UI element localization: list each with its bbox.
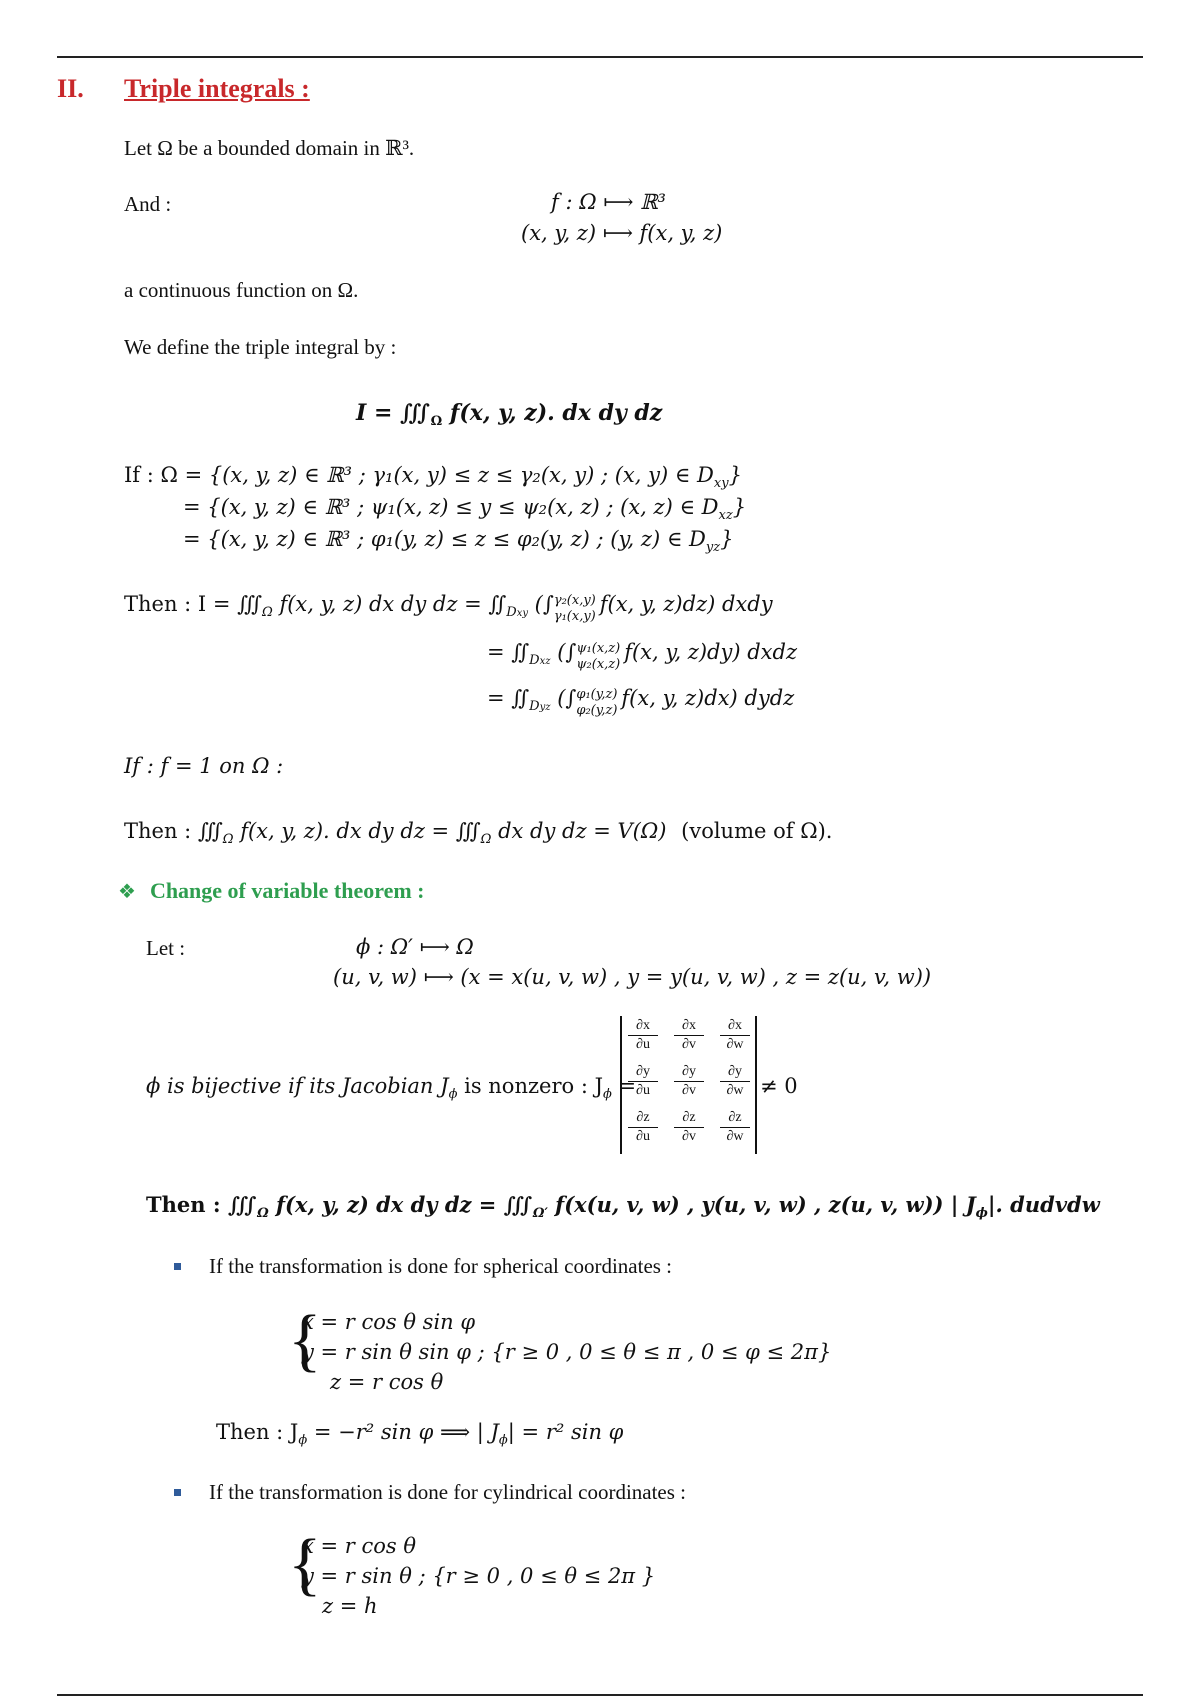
iterated-lim1-up: γ₂(x,y) [553, 593, 596, 608]
domain-set-1: {(x, y, z) ∈ ℝ³ ; γ₁(x, y) ≤ z ≤ γ₂(x, y) ; (x, y) ∈ D [208, 463, 714, 487]
iterated-limits-1 [554, 593, 596, 625]
definition-rhs: f(x, y, z). dx dy dz [449, 400, 663, 426]
change-map-line1: ϕ : Ω′ ⟼ Ω [356, 935, 474, 959]
bijective-sub: ϕ [448, 1087, 458, 1102]
domain-set-2-sub: xz [718, 508, 733, 523]
iterated-d3: D [529, 699, 540, 714]
intro-define: We define the triple integral by : [124, 335, 397, 359]
intro-and-label: And : [124, 192, 172, 216]
iterated-body-3: f(x, y, z)dx) dydz [621, 686, 795, 710]
spherical-then-rhs: = −r² sin φ ⟹ | J [307, 1420, 499, 1444]
spherical-bullet-text: If the transformation is done for spherical coordinates : [209, 1254, 673, 1278]
bullet-icon [174, 1489, 181, 1496]
change-formula-end: |. dudvdw [987, 1192, 1100, 1217]
iterated-line-1 [124, 592, 773, 625]
cylindrical-bullet-text: If the transformation is done for cylindrical coordinates : [209, 1480, 687, 1504]
volume-then: Then : ∭ [124, 819, 223, 843]
cylindrical-brace: { [288, 1526, 322, 1603]
iterated-lim3-lo: φ₂(y,z) [576, 703, 618, 718]
domain-set-3-close: } [720, 527, 734, 551]
spherical-eq1: x = r cos θ sin φ [302, 1310, 476, 1334]
volume-if: If : f = 1 on Ω : [124, 754, 284, 778]
intro-continuous: a continuous function on Ω. [124, 278, 359, 302]
spherical-then-sub: ϕ [298, 1433, 308, 1448]
iterated-eq-2: = ∬ [487, 640, 530, 664]
spherical-conditions: ; {r ≥ 0 , 0 ≤ θ ≤ π , 0 ≤ φ ≤ 2π} [477, 1340, 832, 1364]
bijective-text: ϕ is bijective if its Jacobian J [146, 1074, 449, 1098]
domain-set-3: {(x, y, z) ∈ ℝ³ ; φ₁(y, z) ≤ z ≤ φ₂(y, z) ; (y, z) ∈ D [207, 527, 706, 551]
domain-line-2 [183, 495, 746, 523]
bullet-icon [174, 1263, 181, 1270]
change-formula-omega2: Ω′ [532, 1206, 548, 1221]
iterated-line-3 [487, 686, 794, 719]
spherical-eq2-text: y = r sin θ sin φ [302, 1340, 471, 1364]
jacobian-entry: $\frac{\partial y}{\partial w}$ [720, 1064, 750, 1099]
change-formula-omega: Ω [257, 1206, 269, 1221]
spherical-brace: { [288, 1302, 322, 1379]
spherical-then-sub-2: ϕ [498, 1433, 508, 1448]
intro-let: Let Ω be a bounded domain in ℝ³. [124, 136, 415, 160]
iterated-lim2-lo: ψ₂(x,z) [576, 657, 621, 672]
iterated-d1-sub: xy [516, 608, 528, 619]
intro-map-line1: f : Ω ⟼ ℝ³ [551, 190, 666, 214]
definition-formula [356, 400, 662, 429]
domain-set-1-close: } [728, 463, 742, 487]
spherical-then-end: | = r² sin φ [507, 1420, 624, 1444]
domain-set-1-sub: xy [713, 476, 729, 491]
jacobian-entry: $\frac{\partial y}{\partial v}$ [674, 1064, 704, 1099]
volume-then-line [124, 819, 832, 847]
section-title: Triple integrals : [124, 74, 310, 103]
jacobian-neq-zero: ≠ 0 [760, 1074, 798, 1098]
bottom-rule [57, 1694, 1143, 1696]
jacobian-entry: $\frac{\partial z}{\partial u}$ [628, 1110, 658, 1145]
spherical-eq3: z = r cos θ [330, 1370, 444, 1394]
cylindrical-eq1: x = r cos θ [302, 1534, 417, 1558]
iterated-body-1: f(x, y, z)dz) dxdy [599, 592, 773, 616]
bijective-sub-2: ϕ [603, 1087, 612, 1102]
iterated-open-1: (∫ [534, 592, 554, 616]
spherical-then-line [216, 1420, 623, 1448]
bijective-line [146, 1074, 636, 1102]
change-formula-rhs: f(x(u, v, w) , y(u, v, w) , z(u, v, w)) | J [547, 1192, 976, 1217]
change-heading-text: Change of variable theorem : [149, 878, 425, 903]
change-heading [118, 878, 425, 904]
change-formula [146, 1192, 1100, 1221]
domain-label: If : Ω = [124, 463, 209, 487]
bijective-mid: is nonzero : J [457, 1074, 603, 1098]
jacobian-entry: $\frac{\partial x}{\partial u}$ [628, 1018, 658, 1053]
iterated-limits-2 [576, 641, 620, 673]
domain-eq-3: = [183, 527, 208, 551]
domain-line-1 [124, 463, 742, 491]
volume-mid: f(x, y, z). dx dy dz = ∭ [233, 819, 481, 843]
change-formula-sub: ϕ [975, 1206, 988, 1221]
jacobian-entry: $\frac{\partial x}{\partial v}$ [674, 1018, 704, 1053]
change-let: Let : [146, 936, 186, 960]
spherical-eq2 [302, 1340, 831, 1364]
cylindrical-eq3: z = h [322, 1594, 378, 1618]
jacobian-entry: $\frac{\partial z}{\partial w}$ [720, 1110, 750, 1145]
volume-omega-2: Ω [480, 832, 492, 847]
bijective-eq: = [611, 1074, 637, 1098]
domain-eq-2: = [183, 495, 208, 519]
domain-line-3 [183, 527, 733, 555]
domain-set-3-sub: yz [705, 540, 721, 555]
iterated-d2-sub: xz [539, 656, 551, 667]
iterated-open-2: (∫ [557, 640, 577, 664]
change-map-line2: (u, v, w) ⟼ (x = x(u, v, w) , y = y(u, v, w) , z = z(u, v, w)) [333, 965, 932, 989]
volume-note: (volume of Ω). [681, 819, 833, 843]
iterated-lim1-lo: γ₁(x,y) [553, 609, 596, 624]
iterated-d3-sub: yz [539, 702, 551, 713]
iterated-then: Then : I = ∭ [124, 592, 262, 616]
iterated-d1: D [506, 605, 517, 620]
intro-map-line2: (x, y, z) ⟼ f(x, y, z) [521, 221, 723, 245]
spherical-then: Then : J [216, 1420, 299, 1444]
change-formula-mid: f(x, y, z) dx dy dz = ∭ [268, 1192, 533, 1217]
iterated-body-2: f(x, y, z)dy) dxdz [624, 640, 798, 664]
iterated-omega: Ω [261, 605, 273, 620]
jacobian-entry: $\frac{\partial z}{\partial v}$ [674, 1110, 704, 1145]
cylindrical-eq2-text: y = r sin θ [302, 1564, 412, 1588]
section-number: II. [57, 74, 84, 103]
cylindrical-eq2 [302, 1564, 655, 1588]
iterated-lim3-up: φ₁(y,z) [576, 687, 618, 702]
cylindrical-conditions: ; {r ≥ 0 , 0 ≤ θ ≤ 2π } [418, 1564, 656, 1588]
jacobian-entry: $\frac{\partial x}{\partial w}$ [720, 1018, 750, 1053]
iterated-integrand: f(x, y, z) dx dy dz = ∬ [272, 592, 507, 616]
volume-omega: Ω [222, 832, 234, 847]
iterated-d2: D [529, 653, 540, 668]
jacobian-entry: $\frac{\partial y}{\partial u}$ [628, 1064, 658, 1099]
iterated-eq-3: = ∬ [487, 686, 530, 710]
top-rule [57, 56, 1143, 58]
iterated-limits-3 [576, 687, 617, 719]
volume-end: dx dy dz = V(Ω) [491, 819, 667, 843]
iterated-open-3: (∫ [557, 686, 577, 710]
diamond-bullet-icon: ❖ [118, 881, 136, 903]
jacobian-matrix [620, 1016, 757, 1154]
definition-domain: Ω [430, 414, 443, 429]
iterated-line-2 [487, 640, 797, 673]
domain-set-2-close: } [732, 495, 747, 519]
iterated-lim2-up: ψ₁(x,z) [576, 641, 621, 656]
domain-set-2: {(x, y, z) ∈ ℝ³ ; ψ₁(x, z) ≤ y ≤ ψ₂(x, z) ; (x, z) ∈ D [207, 495, 719, 519]
change-formula-then: Then : ∭ [146, 1192, 258, 1217]
definition-lhs: I = ∭ [356, 400, 431, 426]
